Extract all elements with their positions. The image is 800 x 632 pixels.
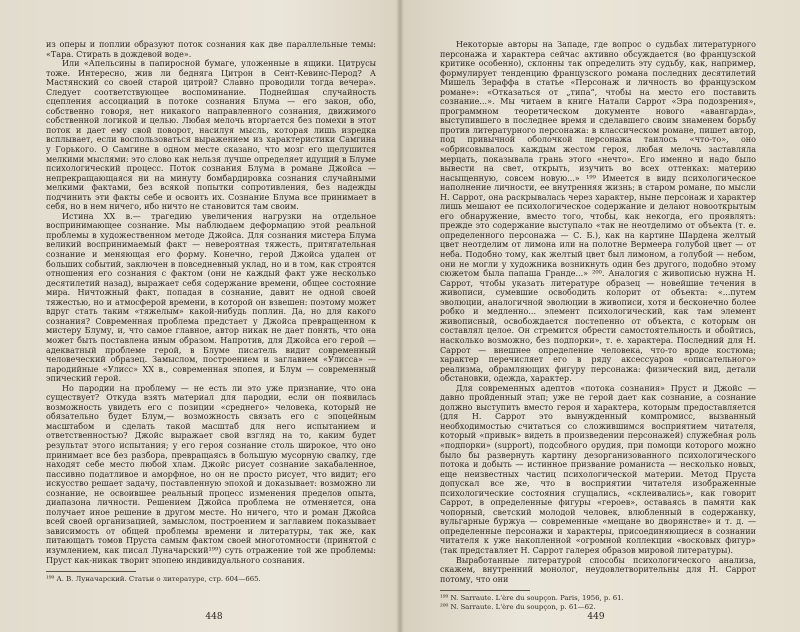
right-page-body [440, 40, 756, 584]
right-paragraph: Некоторые авторы на Западе, где вопрос о судьбах литературного персонажа и характера сейчас активно обсуждается (во французской критике особенно), склонны так определить эту судьбу, как, например, формулирует тенденцию французского романа последних десятилетий Мишель Зераффа в статье «Персонаж и личность во французском романе»: «Отказаться от „типа“, чтобы на место его поставить сознание...». Мы читаем в книге Натали Саррот «Эра подозрения», программном теоретическом документе нового «авангарда», выступившего в последнее время и сделавшего своим знаменем борьбу против литературного персонажа: в классическом романе, пишет автор, под привычной оболочкой персонажа таилось «что-то», оно «обрисовывалось каждым жестом героя, любая мелочь заставляла мерцать, показывала грань этого «нечто». Его именно и надо было вывести на свет, открыть, изучить во всех оттенках: материю насыщенную, совсем новую...» ¹⁹⁹ Имеется в виду психологическое наполнение личности, ее внутренняя жизнь; в старом романе, по мысли Н. Саррот, она раскрывалась через характер, ныне персонаж и характер лишь мешают ее психологическое содержание и делают новооткрытым его обнаружение, вместо того, чтобы, как некогда, его проявлять: прежде это содержание выступало «так не неотделимо от объекта (т. е. определенного персонажа — С. Б.), как на картине Шардена желтый цвет неотделим от лимона или на полотне Вермеера голубой цвет — от неба. Подобно тому, как желтый цвет был лимоном, а голубой — небом, они не могли у художника возникнуть один без другого, подобно этому сюжетом была папаша Гранде...» ²⁰⁰. Аналогия с живописью нужна Н. Саррот, чтобы указать литературе образец — новейшие течения в живописи, сумевшие освободить колорит от объекта: «...путем эволюции, аналогичной эволюции в живописи, хотя и бесконечно более робко и медленно... элемент психологический, как там элемент живописный, освобождается постепенно от объекта, с которым он составлял целое. Он стремится обрести самостоятельность и обойтись, насколько возможно, без подпорки», т. е. характера. Последний для Н. Саррот — внешнее определение человека, что-то вроде костюма; характер перечисляет его в ряду аксессуаров «описательного» реализма, обрамляющих фигуру персонажа: физический вид, детали обстановки, одежда, характер. [440, 40, 756, 384]
page-number-right: 449 [587, 612, 605, 622]
left-footnote: ¹⁹⁹ А. В. Луначарский. Статьи о литературе, стр. 604—665. [46, 575, 261, 584]
left-paragraph: из оперы и поплии образуют поток сознания как две параллельные темы: «Тара. Стирать в дождевой воде». [46, 40, 376, 59]
footnote-rule [46, 571, 136, 572]
right-paragraph: Для современных адептов «потока сознания» Пруст и Джойс — давно пройденный этап; уже не герой дает как сознание, а сознание должно выступить вместо героя и характера, которым предоставляется (для Н. Саррот это вынужденный компромисс, вызванный необходимостью считаться со сложившимся восприятием читателя, который «привык» видеть в произведении персонажей) служебная роль «подпорки» (support), подсобного орудия, при помощи которого можно было бы развернуть картину дезорганизованного психологического потока и добыть — истинное призвание романиста — несколько новых, еще неизвестных частиц психологической материи. Метод Пруста допускал все же, что в восприятии читателя изображенные психологические состояния сгущались, «склеивались», как говорит Саррот, в определенные фигуры «героев», оставаясь в памяти как чопорный, светский молодой человек, влюбленный в содержанку, вульгарные буржуа — современные «мещане во дворянстве» и т. д. — определенные персонажи и характеры, присоединяющиеся в сознании читателя к уже накопленной «огромной коллекции «восковых фигур» (так представляет Н. Саррот галерея образов мировой литературы). [440, 383, 756, 555]
left-page-body [46, 40, 376, 565]
page-number-left: 448 [205, 612, 223, 622]
book-gutter [396, 0, 404, 632]
left-paragraph: Или «Апельсины в папиросной бумаге, уложенные в ящики. Цитрусы тоже. Интересно, жив ли бедняга Цитрон в Сент-Кевинс-Перод? А Мастянский со своей старой цитрой? Славно проводили тогда вечера». Следует соответствующее воспоминание. Поднейшая случайность сцепления ассоциаций в потоке сознания Блума — его закон, обо, собственно говоря, нет никакого направленного сознания, движимого собственной логикой и целью. Любая мелочь вторгается без помехи в этот поток и дает ему свой поворот, насилуя мысль, которая лишь изредка всплывает, если воспользоваться выражением из характеристики Самгина у Горького. О Самгине в одном месте сказано, что мозг его щелушится мелкими мыслями: это слово как нельзя лучше определяет идущий в Блуме психологический процесс. Поток сознания Блума в романе Джойса — непрекращающаяся ни на минуту бомбардировка сознания случайными мелкими фактами, без всякой попытки сопротивления, без надежды подчинить эти факты себе и освоить их. Сознание Блума все принимает в себя, но в нем ничего, ибо ничто не становится там своим. [46, 59, 376, 212]
footnote-rule [440, 590, 530, 591]
right-paragraph: Выработанные литературой способы психологического анализа, скажем, внутренний монолог, неудовлетворительны для Н. Саррот потому, что они [440, 555, 756, 584]
right-page [400, 0, 800, 632]
right-footnote: ²⁰⁰ N. Sarraute. L'ère du soupçon, p. 61—62. [440, 602, 596, 611]
right-footnote: ¹⁹⁹ N. Sarraute. L'ère du soupçon. Paris, 1956, p. 61. [440, 594, 624, 603]
left-paragraph: Истина XX в.— трагедию увеличения нагрузки на отдельное воспринимающее сознание. Мы наблюдаем деформацию этой реальной проблемы в художественном методе Джойса. Для сознания мистера Блума великий воспринимаемый факт — невероятная тяжесть, притягательная сознание и меняющая его форму. Конечно, герой Джойса удален от больших событий, заключен в повседневный уклад, но и в том, как строятся отношения его сознания с фактом (они не каждый факт уже несколько десятилетий назад), выражает себя содержание времени, общее состояние мира. Ничтожный факт, попадая в сознание, давит не одной своей тяжестью, но и атмосферой времени, в которой он взвешен: поэтому может вдруг стать таким «тяжелым» какой-нибудь поплин. Да, но для какого сознания? Современная проблема предстает у Джойса превращенном к мистеру Блуму, и, что самое главное, автор никак не дает понять, что она может быть поставлена иным образом. Напротив, для Джойса его герой — адекватный проблеме герой, в Блуме писатель видит современный человеческий образец. Замыслом, построением и заглавием «Улисса» — пародийные «Улисс» XX в., современная эпопея, и Блум — современный эпический герой. [46, 211, 376, 384]
left-paragraph: Но пародии на проблему — не есть ли это уже признание, что она существует? Откуда взять материал для пародии, если он появилась возможность увидеть его с позиции «среднего» человека, который не обязательно будет Блум,— возможность связать его с эпоцейным масштабом и сделать такой масштаб для него испытанием и ответственностью? Джойс выражает свой взгляд на то, каким будет результат этого испытания; у его героя сознание столь широкое, что оно принимает все без разбора, превращаясь в большую мусорную свалку, где находят себе место любой хлам. Джойс рисует сознание закабаленное, пассивно податливое и аморфное, но он не просто рисует, что видит; его искусство решает задачу, поставленную эпохой и доказывает: возможно ли сознание, не освоившее реальный процесс изменения пределов опыта, диапазона личности. Решением Джойса проблема не отменяется, она получает иное решение в другом месте. Но ничего, что и роман Джойса всей своей организацией, замыслом, построением и заглавием показывает зависимость от общей проблемы времени и литературы, так же, как питающать томов Пруста самым фактом своей многотомности (принятой с изумлением, как писал Луначарский¹⁹⁹) суть отражение той же проблемы: Пруст как-никак творит эпопею индивидуального сознания. [46, 383, 376, 565]
